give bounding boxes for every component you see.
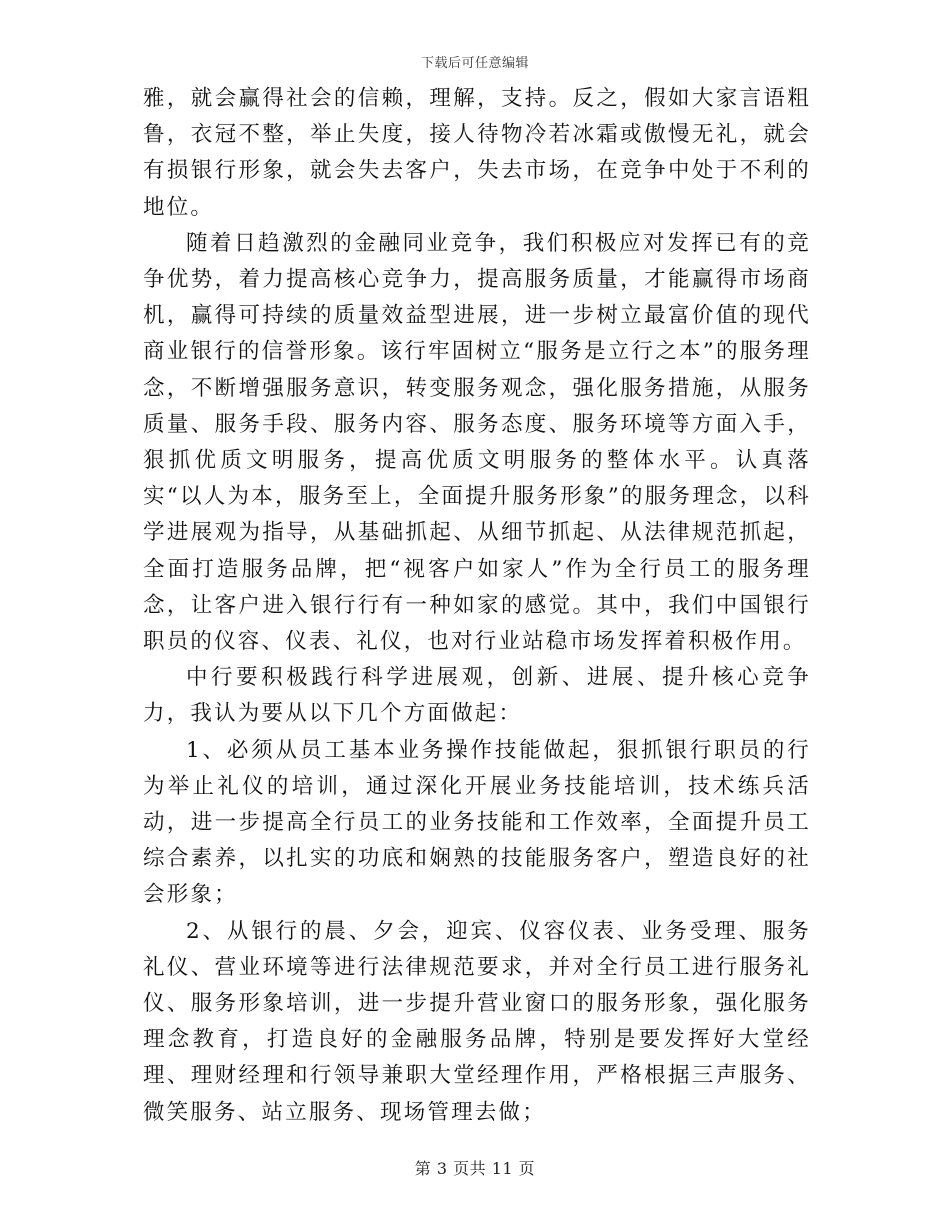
document-body bbox=[143, 81, 811, 1131]
paragraph-5: 2、从银行的晨、夕会，迎宾、仪容仪表、业务受理、服务礼仪、营业环境等进行法律规范要求，并对全行员工进行服务礼仪、服务形象培训，进一步提升营业窗口的服务形象，强化服务理念教育，打造良好的金融服务品牌，特别是要发挥好大堂经理、理财经理和行领导兼职大堂经理作用，严格根据三声服务、微笑服务、站立服务、现场管理去做； bbox=[143, 918, 811, 1125]
page-footer: 第 3 页共 11 页 bbox=[414, 1159, 536, 1178]
paragraph-1: 雅，就会赢得社会的信赖，理解，支持。反之，假如大家言语粗鲁，衣冠不整，举止失度，接人待物冷若冰霜或傲慢无礼，就会有损银行形象，就会失去客户，失去市场，在竞争中处于不利的地位。 bbox=[143, 86, 811, 220]
paragraph-3: 中行要积极践行科学进展观，创新、进展、提升核心竞争力，我认为要从以下几个方面做起： bbox=[143, 665, 811, 727]
page-header: 下载后可任意编辑 bbox=[420, 56, 529, 71]
paragraph-2: 随着日趋激烈的金融同业竞争，我们积极应对发挥已有的竞争优势，着力提高核心竞争力，提高服务质量，才能赢得市场商机，赢得可持续的质量效益型进展，进一步树立最富价值的现代商业银行的信誉形象。该行牢固树立“服务是立行之本”的服务理念，不断增强服务意识，转变服务观念，强化服务措施，从服务质量、服务手段、服务内容、服务态度、服务环境等方面入手，狠抓优质文明服务，提高优质文明服务的整体水平。认真落实“以人为本，服务至上，全面提升服务形象”的服务理念，以科学进展观为指导，从基础抓起、从细节抓起、从法律规范抓起，全面打造服务品牌，把“视客户如家人”作为全行员工的服务理念，让客户进入银行行有一种如家的感觉。其中，我们中国银行职员的仪容、仪表、礼仪，也对行业站稳市场发挥着积极作用。 bbox=[143, 230, 811, 655]
paragraph-4: 1、必须从员工基本业务操作技能做起，狠抓银行职员的行为举止礼仪的培训，通过深化开展业务技能培训，技术练兵活动，进一步提高全行员工的业务技能和工作效率，全面提升员工综合素养，以扎实的功底和娴熟的技能服务客户，塑造良好的社会形象； bbox=[143, 737, 811, 908]
